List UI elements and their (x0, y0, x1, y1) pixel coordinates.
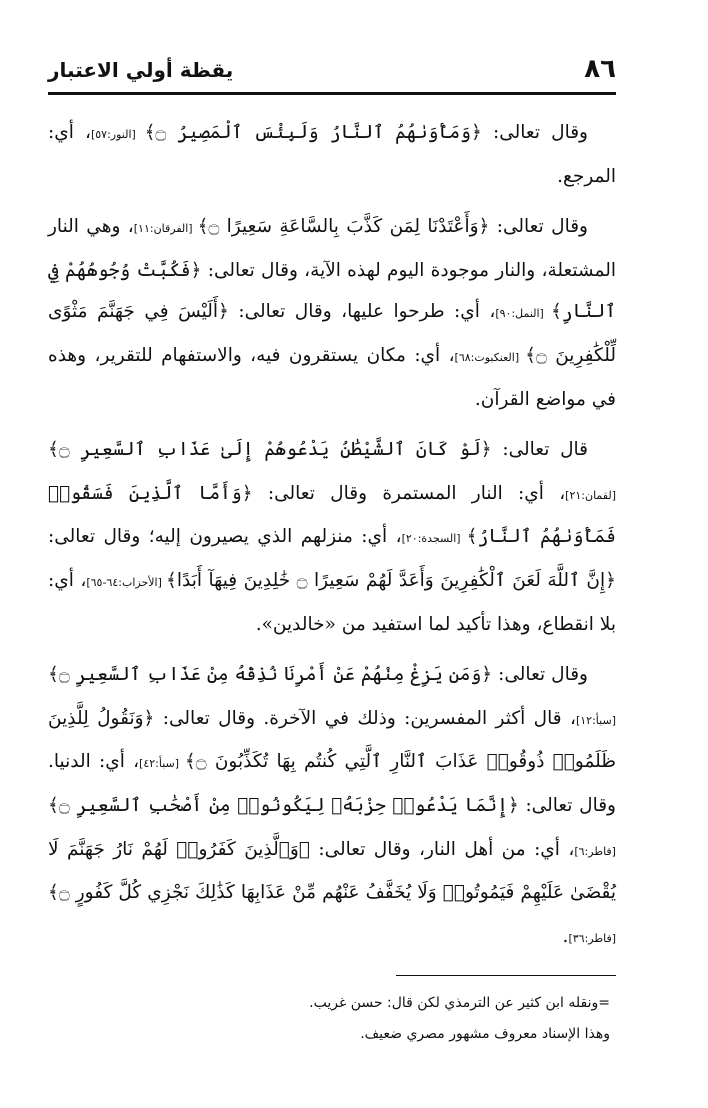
footnote-line: =ونقله ابن كثير عن الترمذي لكن قال: حسن غريب. (309, 995, 610, 1011)
verse-reference: [النمل:٩٠] (495, 307, 551, 321)
body-text: ، أي: بلا انقطاع، وهذا تأكيد لما استفيد من «خالدين». (48, 569, 616, 635)
footnotes (48, 988, 616, 1050)
quran-verse: ﴿وَأَعْتَدْنَا لِمَن كَذَّبَ بِالسَّاعَةِ سَعِيرًا ۝﴾ (197, 216, 490, 238)
page-number: ٨٦ (584, 54, 616, 84)
body-text: ، أي: مكان يستقرون فيه، والاستفهام للتقرير، وهذه في مواضع القرآن. (48, 344, 616, 410)
verse-reference: [الفرقان:١١] (133, 222, 198, 236)
body-text: ، أي: من أهل النار، وقال تعالى: (309, 838, 575, 860)
page-header (48, 52, 616, 92)
verse-reference: [النور:٥٧] (90, 128, 145, 141)
quran-verse: ﴿لَوْ كَانَ ٱلشَّيْطَٰنُ يَدْعُوهُمْ إِلَىٰ عَذَابِ ٱلسَّعِيرِ ۝﴾ (48, 439, 492, 461)
verse-reference: [لقمان:٢١] (565, 488, 616, 502)
running-title: يقظة أولي الاعتبار (48, 58, 234, 82)
footnote-divider (396, 975, 616, 976)
quran-verse: ﴿وَأَمَّا ٱلَّذِينَ فَسَقُوا۟ فَمَأْوَىٰهُمُ ٱلنَّارُ﴾ (48, 482, 616, 548)
body-text: ، أي: منزلهم الذي يصيرون إليه؛ وقال تعالى: (48, 526, 402, 548)
header-divider (48, 92, 616, 95)
body-text: وقال تعالى: (489, 216, 588, 238)
body-text: وقال تعالى: (492, 664, 588, 686)
body-paragraph (48, 429, 616, 645)
body-paragraph (48, 112, 616, 197)
verse-reference: [العنكبوت:٦٨] (454, 350, 526, 364)
quran-verse: ﴿إِنَّ ٱللَّهَ لَعَنَ ٱلْكَٰفِرِينَ وَأَعَدَّ لَهُمْ سَعِيرًا ۝ خَٰلِدِينَ فِيهَآ أَبَدًا﴾ (166, 569, 616, 591)
main-text (48, 112, 616, 959)
quran-verse: ﴿أَلَيْسَ فِي جَهَنَّمَ مَثْوًى لِّلْكَٰفِرِينَ ۝﴾ (48, 301, 616, 366)
quran-verse: ﴿فَكُبَّتْ وُجُوهُهُمْ فِي ٱلنَّارِ﴾ (48, 259, 616, 323)
body-text: ، أي: النار المستمرة وقال تعالى: (252, 482, 566, 504)
body-text: ، أي: طرحوا عليها، وقال تعالى: (228, 301, 496, 323)
verse-reference: [السجدة:٢٠] (401, 532, 467, 546)
quran-verse: ﴿وَمَأْوَىٰهُمُ ٱلنَّارُ وَلَبِئْسَ ٱلْمَصِيرُ ۝﴾ (144, 122, 482, 143)
body-text: ، قال أكثر المفسرين: وذلك في الآخرة. وقال تعالى: (154, 707, 576, 729)
verse-reference: [فاطر:٣٦] (568, 931, 616, 945)
quran-verse: ﴿وَمَن يَزِغْ مِنْهُمْ عَنْ أَمْرِنَا نُذِقْهُ مِنْ عَذَابِ ٱلسَّعِيرِ ۝﴾ (48, 664, 493, 686)
body-paragraph (48, 654, 616, 959)
body-text: قال تعالى: (491, 439, 588, 461)
quran-verse: ﴿وَٱلَّذِينَ كَفَرُوا۟ لَهُمْ نَارُ جَهَنَّمَ لَا يُقْضَىٰ عَلَيْهِمْ فَيَمُوتُوا۟ وَلَا يُخَفَّفُ عَنْهُم مِّنْ عَذَابِهَا كَذَٰلِكَ نَجْزِي كُلَّ كَفُورٍ ۝﴾ (48, 838, 616, 904)
body-text: وقال تعالى: (481, 122, 588, 143)
footnote-line: وهذا الإسناد معروف مشهور مصري ضعيف. (360, 1026, 610, 1042)
quran-verse: ﴿إِنَّمَا يَدْعُوا۟ حِزْبَهُۥ لِيَكُونُوا۟ مِنْ أَصْحَٰبِ ٱلسَّعِيرِ ۝﴾ (48, 794, 519, 816)
verse-reference: [سبأ:٤٢] (139, 757, 185, 771)
body-paragraph (48, 206, 616, 420)
verse-reference: [الأحزاب:٦٤-٦٥] (86, 575, 167, 589)
quran-verse: ﴿وَنَقُولُ لِلَّذِينَ ظَلَمُوا۟ ذُوقُوا۟ عَذَابَ ٱلنَّارِ ٱلَّتِي كُنتُم بِهَا تُكَذِّبُونَ ۝﴾ (48, 707, 616, 773)
verse-reference: [سبأ:١٢] (575, 713, 616, 727)
body-text: ، وهي النار المشتعلة، والنار موجودة اليوم لهذه الآية، وقال تعالى: (48, 216, 616, 281)
body-text: . (562, 925, 569, 947)
body-text: ، أي: المرجع. (48, 122, 616, 187)
body-text: ، أي: الدنيا. وقال تعالى: (48, 751, 616, 816)
verse-reference: [فاطر:٦] (574, 844, 616, 858)
